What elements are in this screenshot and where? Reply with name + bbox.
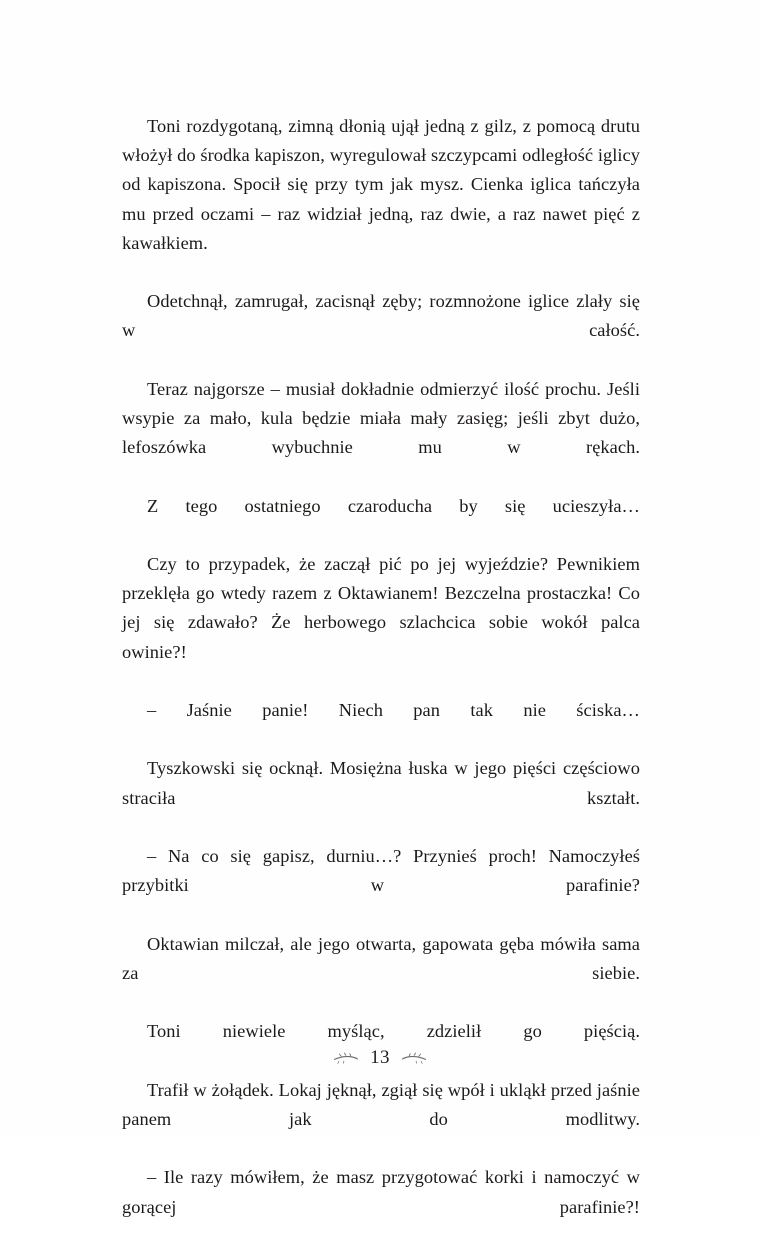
paragraph-dialogue: – Na co się gapisz, durniu…? Przynieś proch! Namoczyłeś przybitki w parafinie? <box>122 846 640 896</box>
body-text-block <box>122 112 640 1251</box>
paragraph: Trafił w żołądek. Lokaj jęknął, zgiął się wpół i ukląkł przed jaśnie panem jak do modlitwy. <box>122 1079 640 1129</box>
paragraph: Teraz najgorsze – musiał dokładnie odmierzyć ilość prochu. Jeśli wsypie za mało, kula będzie miała mały zasięg; jeśli zbyt dużo, lefoszówka wybuchnie mu w rękach. <box>122 378 640 458</box>
paragraph: Oktawian milczał, ale jego otwarta, gapowata gęba mówiła sama za siebie. <box>122 933 640 983</box>
page-number: 13 <box>370 1047 390 1068</box>
leaf-flourish-icon <box>401 1051 427 1065</box>
paragraph-dialogue: – Ile razy mówiłem, że masz przygotować korki i namoczyć w gorącej parafinie?! <box>122 1167 640 1217</box>
paragraph: Toni niewiele myśląc, zdzielił go pięścią. <box>147 1021 640 1042</box>
paragraph: Czy to przypadek, że zaczął pić po jej wyjeździe? Pewnikiem przeklęła go wtedy razem z Oktawianem! Bezczelna prostaczka! Co jej się zdawało? Że herbowego szlachcica sobie wokół palca owinie?! <box>122 554 640 662</box>
paragraph: Odetchnął, zamrugał, zacisnął zęby; rozmnożone iglice zlały się w całość. <box>122 291 640 341</box>
leaf-flourish-icon <box>333 1051 359 1065</box>
paragraph-dialogue: – Jaśnie panie! Niech pan tak nie ściska… <box>147 700 640 721</box>
paragraph: Tyszkowski się ocknął. Mosiężna łuska w jego pięści częściowo straciła kształt. <box>122 758 640 808</box>
page-footer <box>0 1048 760 1067</box>
paragraph: Toni rozdygotaną, zimną dłonią ujął jedną z gilz, z pomocą drutu włożył do środka kapiszon, wyregulował szczypcami odległość iglicy od kapiszona. Spocił się przy tym jak mysz. Cienka iglica tańczyła mu przed oczami – raz widział jedną, raz dwie, a raz nawet pięć z kawałkiem. <box>122 116 640 253</box>
paragraph: Z tego ostatniego czaroducha by się ucieszyła… <box>147 495 640 516</box>
